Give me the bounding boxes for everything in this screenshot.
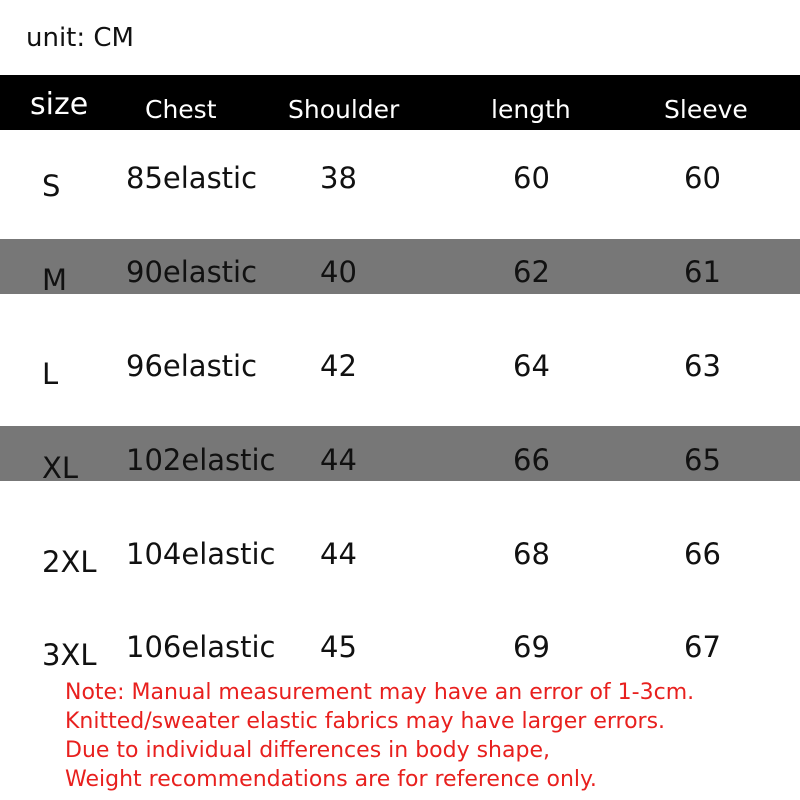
size-cell: XL — [42, 451, 79, 485]
table-header — [0, 75, 800, 130]
note-line: Weight recommendations are for reference only. — [65, 767, 597, 792]
length-cell: 69 — [513, 630, 550, 664]
table-row — [0, 625, 800, 685]
unit-label: unit: CM — [26, 23, 134, 53]
measurement-notes — [65, 678, 785, 794]
header-length: length — [491, 95, 571, 124]
note-line: Due to individual differences in body shape, — [65, 738, 550, 763]
shoulder-cell: 44 — [320, 443, 357, 477]
size-cell: 2XL — [42, 545, 97, 579]
chest-cell: 102elastic — [126, 443, 276, 477]
header-shoulder: Shoulder — [288, 95, 400, 124]
size-cell: M — [42, 263, 68, 297]
table-row — [0, 156, 800, 216]
note-line: Knitted/sweater elastic fabrics may have larger errors. — [65, 709, 666, 734]
sleeve-cell: 61 — [684, 255, 721, 289]
shoulder-cell: 42 — [320, 349, 357, 383]
chest-cell: 90elastic — [126, 255, 258, 289]
table-row — [0, 438, 800, 498]
length-cell: 66 — [513, 443, 550, 477]
header-chest: Chest — [145, 95, 217, 124]
header-sleeve: Sleeve — [664, 95, 748, 124]
shoulder-cell: 44 — [320, 537, 357, 571]
length-cell: 62 — [513, 255, 550, 289]
shoulder-cell: 38 — [320, 161, 357, 195]
shoulder-cell: 40 — [320, 255, 357, 289]
sleeve-cell: 66 — [684, 537, 721, 571]
length-cell: 60 — [513, 161, 550, 195]
size-cell: S — [42, 169, 61, 203]
table-row — [0, 344, 800, 404]
chest-cell: 96elastic — [126, 349, 258, 383]
size-cell: L — [42, 357, 59, 391]
table-row — [0, 250, 800, 310]
chest-cell: 85elastic — [126, 161, 258, 195]
chest-cell: 104elastic — [126, 537, 276, 571]
note-line: Note: Manual measurement may have an error of 1-3cm. — [65, 680, 695, 705]
size-cell: 3XL — [42, 638, 97, 672]
chest-cell: 106elastic — [126, 630, 276, 664]
sleeve-cell: 60 — [684, 161, 721, 195]
length-cell: 64 — [513, 349, 550, 383]
table-row — [0, 532, 800, 592]
sleeve-cell: 63 — [684, 349, 721, 383]
length-cell: 68 — [513, 537, 550, 571]
shoulder-cell: 45 — [320, 630, 357, 664]
sleeve-cell: 67 — [684, 630, 721, 664]
sleeve-cell: 65 — [684, 443, 721, 477]
header-size: size — [30, 87, 89, 122]
